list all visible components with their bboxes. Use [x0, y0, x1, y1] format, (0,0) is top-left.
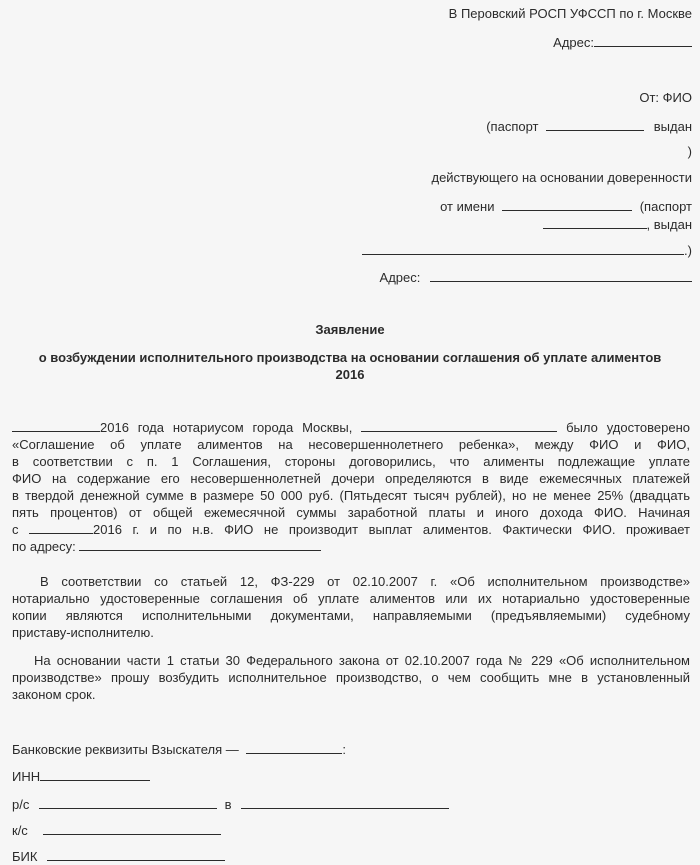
- ks-blank: [43, 822, 221, 835]
- recipient-text: В Перовский РОСП УФССП по г. Москве: [448, 6, 692, 21]
- principal-name-blank: [502, 198, 632, 211]
- bank-heading-colon: :: [342, 742, 346, 757]
- bik-blank: [47, 848, 225, 861]
- in-bank-label: в: [224, 797, 232, 812]
- paragraph-1: [12, 419, 690, 555]
- recipient-line: [449, 6, 692, 22]
- address-label: Адрес:: [553, 35, 594, 50]
- issued-label: выдан: [653, 119, 692, 134]
- title-text: Заявление: [315, 322, 385, 337]
- address-line-2: [380, 269, 692, 286]
- bik-label: БИК: [12, 849, 38, 864]
- from-line: [639, 90, 692, 106]
- rs-line: [12, 796, 449, 813]
- document-subtitle: [0, 350, 700, 366]
- rs-blank: [39, 796, 217, 809]
- inn-blank: [40, 768, 150, 781]
- inn-label: ИНН: [12, 769, 41, 784]
- paragraph-3: [12, 652, 690, 703]
- ks-line: [12, 822, 221, 839]
- issued-label-2: , выдан: [646, 217, 692, 232]
- bik-line: [12, 848, 225, 865]
- passport-blank: [546, 118, 644, 131]
- p3-line-1: На основании части 1 статьи 30 Федерального закона от 02.10.2007 года № 229 «Об исполнительном: [34, 653, 690, 668]
- passport-label-2: (паспорт: [639, 199, 692, 214]
- p1-line-6: пять процентов) от общей ежемесячной суммы заработной платы и иного дохода ФИО. Начиная: [12, 505, 690, 520]
- subtitle-text: о возбуждении исполнительного производства на основании соглашения об уплате алиментов: [38, 350, 662, 365]
- notary-blank: [361, 419, 557, 432]
- p1-line-3: в соответствии с п. 1 Соглашения, стороны договорились, что алименты подлежащие уплате: [12, 454, 690, 469]
- passport-label: (паспорт: [486, 119, 539, 134]
- inn-line: [12, 768, 150, 785]
- rs-label: р/с: [12, 797, 30, 812]
- bank-heading: Банковские реквизиты Взыскателя —: [12, 742, 239, 757]
- start-date-blank: [29, 521, 93, 534]
- recipient-address-line: [553, 34, 692, 51]
- p3-line-2: производстве» прошу возбудить исполнительное производство, о чем сообщить мне в установленный: [12, 670, 690, 685]
- p3-line-3: законом срок.: [12, 687, 96, 702]
- p1-line-1-b: было удостоверено: [566, 420, 690, 435]
- p1-line-2: «Соглашение об уплате алиментов на несовершеннолетнего ребенка», между ФИО и ФИО,: [12, 437, 690, 452]
- close-paren: ): [687, 144, 692, 159]
- p1-line-1-a: 2016 года нотариусом города Москвы,: [100, 420, 353, 435]
- p1-line-4: ФИО на содержание его несовершеннолетней дочери определяются в виде ежемесячных платежей: [12, 471, 690, 486]
- p1-line-7-a: с: [12, 522, 19, 537]
- p1-line-1: [12, 419, 690, 436]
- address-blank: [594, 34, 692, 47]
- subtitle-year: 2016: [335, 367, 365, 382]
- document-subtitle-year: [0, 367, 700, 383]
- p1-line-5: в твердой денежной сумме в размере 50 000 руб. (Пятьдесят тысяч рублей), но не менее 25% (двадцать: [12, 488, 690, 503]
- passport-close-line: [688, 144, 692, 160]
- p1-line-7-b: 2016 г. и по н.в. ФИО не производит выплат алиментов. Фактически ФИО. проживает: [93, 522, 690, 537]
- close-paren-2: .): [684, 243, 692, 258]
- p2-line-1: В соответствии со статьей 12, ФЗ-229 от 02.10.2007 г. «Об исполнительном производстве»: [40, 574, 690, 589]
- issued-by-blank: [362, 242, 684, 255]
- paragraph-2: [12, 573, 690, 641]
- issued-line-2: [543, 216, 692, 233]
- acting-line: [431, 170, 692, 186]
- document-title: [0, 322, 700, 338]
- date-blank: [12, 419, 100, 432]
- p2-line-4: приставу-исполнителю.: [12, 625, 154, 640]
- bank-blank: [241, 796, 449, 809]
- p2-line-3: копии являются исполнительными документами, направляемыми (предъявляемыми) судебному: [12, 608, 690, 623]
- address-label-2: Адрес:: [379, 270, 421, 285]
- p1-line-8-text: по адресу:: [12, 539, 76, 554]
- issued-by-line: [362, 242, 692, 259]
- p1-line-8: [12, 538, 690, 555]
- passport-line: [486, 118, 692, 135]
- p1-line-7: [12, 521, 690, 538]
- on-behalf-line: [440, 198, 692, 215]
- bank-heading-line: [12, 741, 346, 758]
- from-text: От: ФИО: [639, 90, 692, 105]
- ks-label: к/с: [12, 823, 28, 838]
- residence-address-blank: [79, 538, 321, 551]
- acting-text: действующего на основании доверенности: [431, 170, 692, 185]
- address-blank-2: [430, 269, 692, 282]
- p2-line-2: нотариально удостоверенные соглашения об уплате алиментов или их нотариально удостоверенные: [12, 591, 690, 606]
- on-behalf-label: от имени: [440, 199, 495, 214]
- bank-name-blank: [246, 741, 342, 754]
- passport-blank-2: [543, 216, 647, 229]
